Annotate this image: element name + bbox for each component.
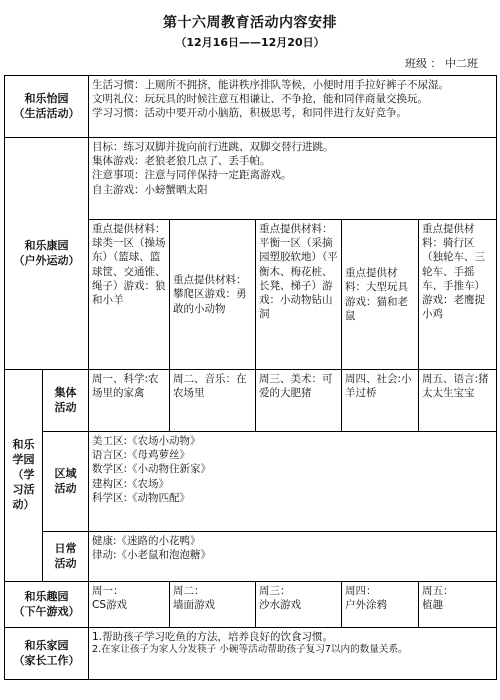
life-habit: 生活习惯：上厕所不拥挤，能讲秩序排队等候，小便时用手拉好裤子不尿湿。: [92, 79, 449, 91]
outdoor-group-game: 集体游戏：老狼老狼几点了、丢手帕。: [92, 155, 271, 168]
collective-label: 集体 活动: [43, 370, 89, 432]
outdoor-zone: 重点提供材料：骑行区（独轮车、三轮车、手摇车、手推车）游戏：老鹰捉小鸡: [419, 220, 497, 370]
page-title: 第十六周教育活动内容安排: [163, 15, 337, 31]
interest-day: 周四： 户外涂鸦: [342, 582, 419, 628]
schedule-table: [4, 75, 497, 680]
outdoor-zone: 重点提供材料：攀爬区游戏：勇敢的小动物: [170, 220, 256, 370]
outdoor-zone: 重点提供材料：大型玩具游戏：猫和老鼠: [342, 220, 419, 370]
section-home: 和乐家园 （家长工作）: [5, 628, 89, 680]
area-label: 区域 活动: [43, 432, 89, 532]
daily-content: [89, 532, 497, 582]
outdoor-free-game: 自主游戏：小螃蟹晒太阳: [92, 183, 208, 196]
area-item: 数学区:《小动物住新家》: [92, 463, 212, 476]
outdoor-notice: 注意事项：注意与同伴保持一定距离游戏。: [92, 169, 292, 182]
area-item: 科学区:《动物匹配》: [92, 491, 191, 504]
home-item: 1.帮助孩子学习吃鱼的方法，培养良好的饮食习惯。: [92, 631, 334, 643]
outdoor-zone: 重点提供材料：平衡一区（采摘园塑胶软地）（平衡木、梅花桩、长凳、梯子）游戏：小动物钻山洞: [256, 220, 342, 370]
life-study-habit: 学习习惯：活动中要开动小脑筋，积极思考，和同伴进行友好竞争。: [92, 107, 407, 120]
collective-day: 周五、语言:猪太太生宝宝: [419, 370, 497, 432]
class-label: 班级 ： 中二班: [405, 57, 478, 70]
collective-day: 周四、社会:小羊过桥: [342, 370, 419, 432]
area-item: 美工区:《农场小动物》: [92, 435, 201, 447]
interest-day: 周二： 墙面游戏: [170, 582, 256, 628]
collective-day: 周二、音乐：在农场里: [170, 370, 256, 432]
date-range: （12月16日——12月20日）: [175, 36, 325, 49]
daily-label: 日常 活动: [43, 532, 89, 582]
area-item: 建构区:《农场》: [92, 477, 170, 490]
section-life: 和乐怡园 （生活活动）: [5, 76, 89, 138]
outdoor-goal: 目标：练习双脚并拢向前行进跳、双脚交替行进跳。: [92, 141, 334, 153]
life-content: [89, 76, 497, 138]
section-outdoor: 和乐康园 （户外运动）: [5, 138, 89, 370]
outdoor-overview: [89, 138, 497, 220]
outdoor-zone: 重点提供材料：球类一区（操场东）（篮球、篮球筐、交通锥、绳子）游戏：狼和小羊: [89, 220, 170, 370]
section-study: 和乐 学园 （学 习活 动）: [5, 370, 43, 582]
area-item: 语言区:《母鸡萝丝》: [92, 449, 191, 462]
life-etiquette: 文明礼仪：玩玩具的时候注意互相谦让、不争抢，能和同伴商量交换玩。: [92, 93, 428, 106]
area-content: [89, 432, 497, 532]
interest-day: 周五： 植趣: [419, 582, 497, 628]
home-content: [89, 628, 497, 680]
section-interest: 和乐趣园 （下午游戏）: [5, 582, 89, 628]
collective-day: 周一、科学:农场里的家禽: [89, 370, 170, 432]
interest-day: 周三： 沙水游戏: [256, 582, 342, 628]
collective-day: 周三、美术：可爱的大肥猪: [256, 370, 342, 432]
interest-day: 周一： CS游戏: [89, 582, 170, 628]
daily-item: 律动:《小老鼠和泡泡糖》: [92, 549, 212, 562]
daily-item: 健康:《迷路的小花鸭》: [92, 535, 201, 547]
home-item: 2.在家让孩子为家人分发筷子 小碗等活动帮助孩子复习7以内的数量关系。: [92, 644, 408, 656]
